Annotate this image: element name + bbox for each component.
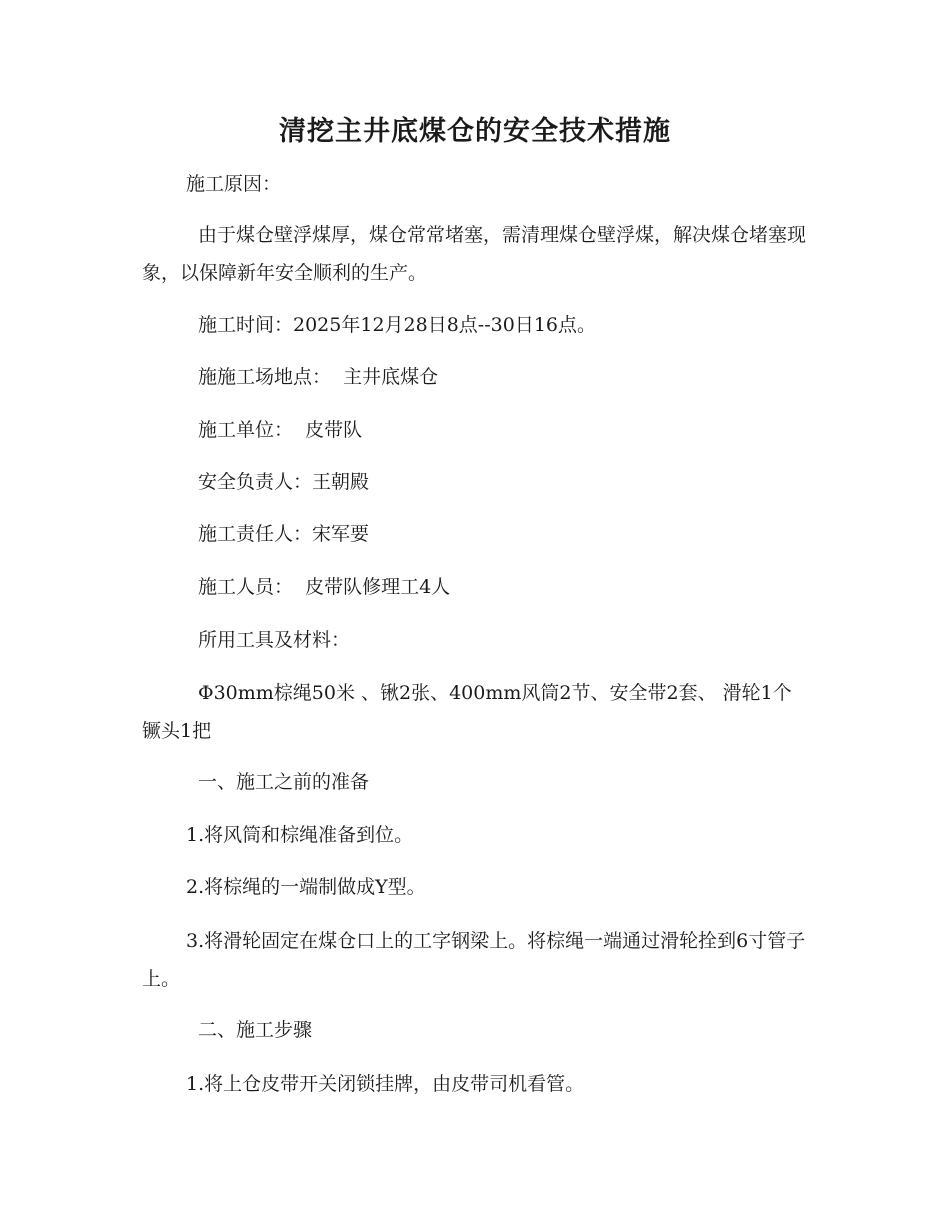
reason-paragraph: 由于煤仓壁浮煤厚，煤仓常常堵塞，需清理煤仓壁浮煤，解决煤仓堵塞现象，以保障新年安全顺利的生产。: [142, 224, 807, 284]
section-1-item: 2.将棕绳的一端制做成Y型。: [186, 876, 426, 898]
section-1-item: 3.将滑轮固定在煤仓口上的工字钢梁上。将棕绳一端通过滑轮拴到6寸管子上。: [142, 930, 806, 990]
construction-unit: 施工单位： 皮带队: [198, 419, 363, 441]
construction-personnel: 施工人员： 皮带队修理工4人: [198, 576, 451, 598]
construction-lead: 施工责任人：宋军要: [198, 523, 370, 545]
construction-location: 施施工场地点： 主井底煤仓: [198, 366, 439, 388]
section-2-item: 1.将上仓皮带开关闭锁挂牌，由皮带司机看管。: [186, 1073, 585, 1095]
reason-heading: 施工原因：: [186, 173, 282, 195]
document-title: 清挖主井底煤仓的安全技术措施: [279, 116, 671, 147]
safety-lead: 安全负责人：王朝殿: [198, 471, 370, 493]
section-1-item: 1.将风筒和棕绳准备到位。: [186, 824, 414, 846]
construction-time: 施工时间：2025年12月28日8点--30日16点。: [198, 314, 596, 336]
tools-paragraph: Φ30mm棕绳50米 、锹2张、400mm风筒2节、安全带2套、 滑轮1个 镢头1把: [142, 682, 792, 742]
tools-heading: 所用工具及材料：: [198, 629, 351, 651]
section-2-heading: 二、施工步骤: [198, 1019, 313, 1041]
section-1-heading: 一、施工之前的准备: [198, 771, 370, 793]
